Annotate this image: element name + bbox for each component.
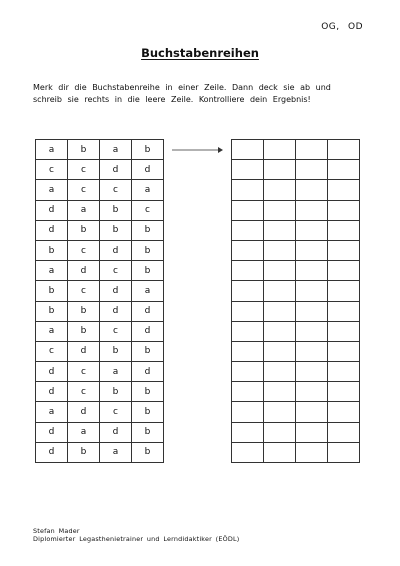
letter-cell: b bbox=[132, 341, 164, 361]
letter-cell: d bbox=[132, 160, 164, 180]
letter-cell: a bbox=[36, 321, 68, 341]
letter-cell: b bbox=[132, 402, 164, 422]
answer-row bbox=[232, 261, 360, 281]
answer-cell[interactable] bbox=[232, 402, 264, 422]
table-row bbox=[36, 281, 164, 301]
table-row bbox=[36, 220, 164, 240]
answer-cell[interactable] bbox=[232, 422, 264, 442]
letter-cell: b bbox=[68, 301, 100, 321]
table-row bbox=[36, 160, 164, 180]
letter-cell: b bbox=[36, 301, 68, 321]
answer-cell[interactable] bbox=[264, 422, 296, 442]
letter-cell: b bbox=[36, 281, 68, 301]
letter-cell: a bbox=[100, 140, 132, 160]
letter-cell: a bbox=[68, 200, 100, 220]
answer-cell[interactable] bbox=[328, 140, 360, 160]
letter-cell: c bbox=[100, 321, 132, 341]
answer-cell[interactable] bbox=[328, 402, 360, 422]
answer-cell[interactable] bbox=[296, 402, 328, 422]
letter-cell: d bbox=[68, 261, 100, 281]
answer-cell[interactable] bbox=[264, 402, 296, 422]
answer-row bbox=[232, 422, 360, 442]
letter-cell: d bbox=[36, 220, 68, 240]
answer-cell[interactable] bbox=[232, 160, 264, 180]
letter-cell: b bbox=[100, 200, 132, 220]
answer-row bbox=[232, 180, 360, 200]
answer-cell[interactable] bbox=[264, 220, 296, 240]
answer-cell[interactable] bbox=[232, 341, 264, 361]
letter-cell: d bbox=[132, 301, 164, 321]
letter-cell: d bbox=[100, 422, 132, 442]
letter-cell: c bbox=[132, 200, 164, 220]
letter-cell: b bbox=[36, 240, 68, 260]
letter-cell: b bbox=[68, 321, 100, 341]
letter-cell: b bbox=[132, 382, 164, 402]
answer-cell[interactable] bbox=[296, 321, 328, 341]
answer-cell[interactable] bbox=[296, 261, 328, 281]
answer-cell[interactable] bbox=[232, 180, 264, 200]
answer-cell[interactable] bbox=[328, 321, 360, 341]
answer-cell[interactable] bbox=[296, 200, 328, 220]
table-row bbox=[36, 301, 164, 321]
letter-cell: c bbox=[36, 341, 68, 361]
letter-cell: b bbox=[100, 382, 132, 402]
answer-row bbox=[232, 341, 360, 361]
letter-cell: a bbox=[100, 362, 132, 382]
answer-table bbox=[231, 139, 360, 463]
answer-row bbox=[232, 281, 360, 301]
letter-cell: b bbox=[132, 422, 164, 442]
answer-cell[interactable] bbox=[328, 200, 360, 220]
answer-cell[interactable] bbox=[264, 200, 296, 220]
letter-cell: d bbox=[100, 160, 132, 180]
answer-cell[interactable] bbox=[296, 240, 328, 260]
arrow-right-icon bbox=[172, 145, 224, 155]
answer-row bbox=[232, 321, 360, 341]
answer-cell[interactable] bbox=[296, 382, 328, 402]
letter-cell: c bbox=[68, 160, 100, 180]
letter-cell: b bbox=[132, 261, 164, 281]
letter-cell: b bbox=[132, 220, 164, 240]
table-row bbox=[36, 402, 164, 422]
answer-cell[interactable] bbox=[232, 200, 264, 220]
answer-cell[interactable] bbox=[232, 301, 264, 321]
answer-cell[interactable] bbox=[296, 422, 328, 442]
answer-cell[interactable] bbox=[328, 301, 360, 321]
answer-cell[interactable] bbox=[296, 362, 328, 382]
letter-cell: a bbox=[36, 180, 68, 200]
answer-row bbox=[232, 362, 360, 382]
letter-cell: d bbox=[36, 362, 68, 382]
answer-cell[interactable] bbox=[232, 261, 264, 281]
letter-cell: a bbox=[132, 180, 164, 200]
answer-cell[interactable] bbox=[328, 341, 360, 361]
letter-cell: d bbox=[132, 321, 164, 341]
answer-cell[interactable] bbox=[328, 362, 360, 382]
table-row bbox=[36, 200, 164, 220]
table-row bbox=[36, 321, 164, 341]
answer-cell[interactable] bbox=[232, 362, 264, 382]
answer-cell[interactable] bbox=[264, 281, 296, 301]
answer-cell[interactable] bbox=[264, 261, 296, 281]
letter-sequence-table bbox=[35, 139, 164, 463]
letter-cell: b bbox=[132, 240, 164, 260]
answer-cell[interactable] bbox=[264, 160, 296, 180]
answer-cell[interactable] bbox=[328, 442, 360, 462]
answer-cell[interactable] bbox=[264, 362, 296, 382]
answer-cell[interactable] bbox=[328, 422, 360, 442]
table-row bbox=[36, 382, 164, 402]
answer-cell[interactable] bbox=[264, 321, 296, 341]
table-row bbox=[36, 341, 164, 361]
answer-cell[interactable] bbox=[328, 160, 360, 180]
answer-cell[interactable] bbox=[328, 180, 360, 200]
letter-cell: b bbox=[68, 140, 100, 160]
letter-cell: c bbox=[68, 362, 100, 382]
author-name: Stefan Mader bbox=[33, 527, 80, 535]
page-title: Buchstabenreihen bbox=[141, 46, 259, 60]
answer-cell[interactable] bbox=[264, 240, 296, 260]
answer-cell[interactable] bbox=[296, 220, 328, 240]
table-row bbox=[36, 422, 164, 442]
letter-cell: c bbox=[68, 180, 100, 200]
answer-cell[interactable] bbox=[328, 382, 360, 402]
answer-row bbox=[232, 220, 360, 240]
answer-cell[interactable] bbox=[296, 281, 328, 301]
letter-cell: c bbox=[68, 240, 100, 260]
letter-cell: a bbox=[68, 422, 100, 442]
answer-cell[interactable] bbox=[232, 321, 264, 341]
letter-cell: c bbox=[36, 160, 68, 180]
letter-cell: b bbox=[68, 220, 100, 240]
answer-cell[interactable] bbox=[264, 301, 296, 321]
answer-cell[interactable] bbox=[328, 240, 360, 260]
answer-row bbox=[232, 160, 360, 180]
answer-cell[interactable] bbox=[296, 442, 328, 462]
table-row bbox=[36, 442, 164, 462]
answer-cell[interactable] bbox=[232, 281, 264, 301]
instructions-text: Merk dir die Buchstabenreihe in einer Zeile. Dann deck sie ab und schreib sie rechts in die leere Zeile. Kontrolliere dein Ergebnis! bbox=[33, 83, 331, 104]
answer-row bbox=[232, 140, 360, 160]
answer-cell[interactable] bbox=[296, 341, 328, 361]
letter-cell: d bbox=[36, 442, 68, 462]
answer-row bbox=[232, 402, 360, 422]
letter-cell: d bbox=[100, 281, 132, 301]
letter-cell: b bbox=[132, 442, 164, 462]
table-row bbox=[36, 180, 164, 200]
answer-cell[interactable] bbox=[264, 442, 296, 462]
letter-cell: c bbox=[100, 261, 132, 281]
answer-cell[interactable] bbox=[264, 180, 296, 200]
answer-row bbox=[232, 301, 360, 321]
table-row bbox=[36, 362, 164, 382]
letter-cell: a bbox=[36, 402, 68, 422]
answer-cell[interactable] bbox=[296, 301, 328, 321]
answer-cell[interactable] bbox=[232, 240, 264, 260]
letter-cell: d bbox=[36, 382, 68, 402]
letter-cell: c bbox=[68, 281, 100, 301]
letter-cell: c bbox=[100, 180, 132, 200]
letter-cell: a bbox=[132, 281, 164, 301]
answer-row bbox=[232, 382, 360, 402]
answer-cell[interactable] bbox=[232, 220, 264, 240]
letter-cell: c bbox=[68, 382, 100, 402]
letter-cell: b bbox=[68, 442, 100, 462]
letter-cell: d bbox=[36, 422, 68, 442]
letter-cell: b bbox=[132, 140, 164, 160]
footer bbox=[33, 527, 239, 543]
letter-cell: b bbox=[100, 341, 132, 361]
answer-cell[interactable] bbox=[232, 382, 264, 402]
letter-cell: d bbox=[68, 341, 100, 361]
answer-row bbox=[232, 200, 360, 220]
answer-row bbox=[232, 240, 360, 260]
letter-cell: d bbox=[68, 402, 100, 422]
table-row bbox=[36, 240, 164, 260]
letter-cell: b bbox=[100, 220, 132, 240]
table-row bbox=[36, 140, 164, 160]
answer-cell[interactable] bbox=[296, 140, 328, 160]
letter-cell: a bbox=[100, 442, 132, 462]
answer-cell[interactable] bbox=[328, 261, 360, 281]
letter-cell: d bbox=[132, 362, 164, 382]
answer-row bbox=[232, 442, 360, 462]
answer-cell[interactable] bbox=[328, 220, 360, 240]
letter-cell: a bbox=[36, 261, 68, 281]
answer-cell[interactable] bbox=[328, 281, 360, 301]
answer-cell[interactable] bbox=[232, 442, 264, 462]
answer-cell[interactable] bbox=[264, 341, 296, 361]
letter-cell: d bbox=[100, 240, 132, 260]
author-role: Diplomierter Legasthenietrainer und Lerndidaktiker (EÖDL) bbox=[33, 535, 240, 543]
answer-cell[interactable] bbox=[296, 180, 328, 200]
letter-cell: c bbox=[100, 402, 132, 422]
answer-cell[interactable] bbox=[232, 140, 264, 160]
letter-cell: d bbox=[36, 200, 68, 220]
header-codes: OG, OD bbox=[321, 22, 363, 32]
answer-cell[interactable] bbox=[264, 140, 296, 160]
answer-cell[interactable] bbox=[264, 382, 296, 402]
answer-cell[interactable] bbox=[296, 160, 328, 180]
letter-cell: a bbox=[36, 140, 68, 160]
table-row bbox=[36, 261, 164, 281]
letter-cell: d bbox=[100, 301, 132, 321]
